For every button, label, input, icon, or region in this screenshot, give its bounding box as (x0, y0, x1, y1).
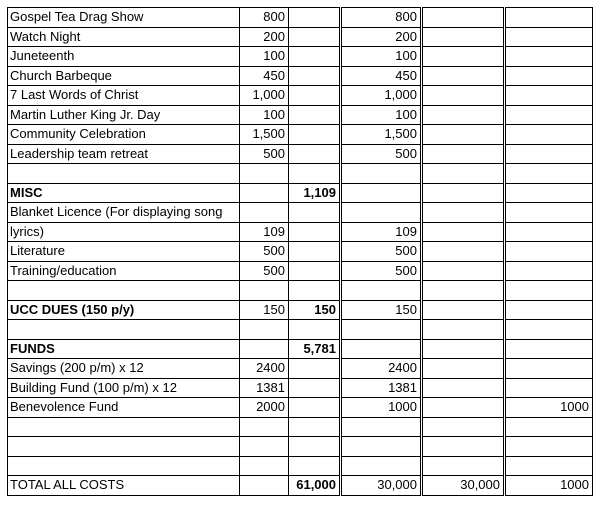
value-cell-c2[interactable]: 1,109 (289, 183, 341, 203)
value-cell-c5[interactable] (505, 261, 593, 281)
table-row (8, 183, 593, 203)
value-cell-c5[interactable] (505, 378, 593, 398)
value-cell-c4[interactable] (422, 203, 505, 223)
value-cell-c1[interactable]: 200 (240, 27, 289, 47)
table-row (8, 27, 593, 47)
value-cell-c2[interactable] (289, 281, 341, 301)
value-cell-c4[interactable] (422, 417, 505, 437)
value-cell-c4[interactable] (422, 242, 505, 262)
value-cell-c3[interactable]: 500 (341, 144, 422, 164)
row-label-cell[interactable]: UCC DUES (150 p/y) (8, 300, 240, 320)
value-cell-c5[interactable] (505, 437, 593, 457)
table-row (8, 476, 593, 496)
row-label-cell[interactable]: Blanket Licence (For displaying song (8, 203, 240, 223)
value-cell-c1[interactable]: 500 (240, 242, 289, 262)
value-cell-c3[interactable]: 2400 (341, 359, 422, 379)
blank-row (8, 164, 593, 184)
table-row (8, 339, 593, 359)
value-cell-c2[interactable] (289, 222, 341, 242)
value-cell-c2[interactable] (289, 261, 341, 281)
value-cell-c3[interactable] (341, 203, 422, 223)
table-row (8, 203, 593, 223)
value-cell-c3[interactable]: 450 (341, 66, 422, 86)
table-row (8, 8, 593, 28)
value-cell-c4[interactable] (422, 27, 505, 47)
value-cell-c3[interactable]: 1000 (341, 398, 422, 418)
table-row (8, 144, 593, 164)
value-cell-c1[interactable]: 800 (240, 8, 289, 28)
value-cell-c2[interactable] (289, 8, 341, 28)
value-cell-c2[interactable] (289, 47, 341, 67)
value-cell-c4[interactable] (422, 183, 505, 203)
value-cell-c5[interactable] (505, 8, 593, 28)
row-label-cell[interactable] (8, 281, 240, 301)
value-cell-c4[interactable] (422, 456, 505, 476)
value-cell-c1[interactable] (240, 437, 289, 457)
table-row (8, 47, 593, 67)
value-cell-c4[interactable]: 30,000 (422, 476, 505, 496)
value-cell-c2[interactable] (289, 27, 341, 47)
value-cell-c3[interactable]: 109 (341, 222, 422, 242)
value-cell-c3[interactable]: 1381 (341, 378, 422, 398)
row-label-cell[interactable]: Community Celebration (8, 125, 240, 145)
value-cell-c4[interactable] (422, 398, 505, 418)
value-cell-c5[interactable] (505, 281, 593, 301)
value-cell-c4[interactable] (422, 8, 505, 28)
value-cell-c3[interactable] (341, 183, 422, 203)
value-cell-c2[interactable] (289, 242, 341, 262)
row-label-cell[interactable]: Benevolence Fund (8, 398, 240, 418)
table-row (8, 222, 593, 242)
value-cell-c5[interactable] (505, 417, 593, 437)
value-cell-c1[interactable] (240, 183, 289, 203)
value-cell-c5[interactable] (505, 242, 593, 262)
value-cell-c3[interactable]: 800 (341, 8, 422, 28)
table-row (8, 242, 593, 262)
row-label-cell[interactable]: Watch Night (8, 27, 240, 47)
table-row (8, 261, 593, 281)
value-cell-c4[interactable] (422, 359, 505, 379)
value-cell-c5[interactable] (505, 164, 593, 184)
table-row (8, 300, 593, 320)
value-cell-c3[interactable] (341, 417, 422, 437)
row-label-cell[interactable]: Building Fund (100 p/m) x 12 (8, 378, 240, 398)
value-cell-c5[interactable] (505, 320, 593, 340)
value-cell-c2[interactable] (289, 359, 341, 379)
value-cell-c3[interactable] (341, 320, 422, 340)
row-label-cell[interactable]: Leadership team retreat (8, 144, 240, 164)
value-cell-c3[interactable] (341, 164, 422, 184)
value-cell-c5[interactable] (505, 222, 593, 242)
value-cell-c5[interactable] (505, 456, 593, 476)
row-label-cell[interactable] (8, 417, 240, 437)
row-label-cell[interactable]: TOTAL ALL COSTS (8, 476, 240, 496)
value-cell-c4[interactable] (422, 47, 505, 67)
blank-row (8, 320, 593, 340)
value-cell-c2[interactable] (289, 164, 341, 184)
blank-row (8, 437, 593, 457)
value-cell-c3[interactable] (341, 281, 422, 301)
table-row (8, 105, 593, 125)
value-cell-c2[interactable] (289, 456, 341, 476)
table-row (8, 398, 593, 418)
value-cell-c2[interactable] (289, 398, 341, 418)
value-cell-c3[interactable]: 500 (341, 261, 422, 281)
value-cell-c1[interactable] (240, 320, 289, 340)
value-cell-c1[interactable]: 500 (240, 261, 289, 281)
value-cell-c4[interactable] (422, 86, 505, 106)
row-label-cell[interactable]: FUNDS (8, 339, 240, 359)
value-cell-c2[interactable] (289, 144, 341, 164)
row-label-cell[interactable]: Gospel Tea Drag Show (8, 8, 240, 28)
table-row (8, 86, 593, 106)
value-cell-c5[interactable] (505, 27, 593, 47)
value-cell-c3[interactable]: 150 (341, 300, 422, 320)
value-cell-c2[interactable] (289, 86, 341, 106)
value-cell-c5[interactable] (505, 339, 593, 359)
value-cell-c1[interactable]: 450 (240, 66, 289, 86)
value-cell-c4[interactable] (422, 222, 505, 242)
blank-row (8, 281, 593, 301)
value-cell-c1[interactable]: 1381 (240, 378, 289, 398)
value-cell-c1[interactable]: 500 (240, 144, 289, 164)
value-cell-c1[interactable]: 100 (240, 47, 289, 67)
value-cell-c5[interactable] (505, 300, 593, 320)
value-cell-c2[interactable] (289, 437, 341, 457)
row-label-cell[interactable]: lyrics) (8, 222, 240, 242)
value-cell-c4[interactable] (422, 437, 505, 457)
value-cell-c1[interactable] (240, 203, 289, 223)
value-cell-c5[interactable] (505, 66, 593, 86)
blank-row (8, 456, 593, 476)
value-cell-c2[interactable] (289, 203, 341, 223)
value-cell-c3[interactable]: 200 (341, 27, 422, 47)
value-cell-c5[interactable]: 1000 (505, 398, 593, 418)
value-cell-c5[interactable] (505, 47, 593, 67)
value-cell-c4[interactable] (422, 378, 505, 398)
value-cell-c3[interactable] (341, 456, 422, 476)
value-cell-c5[interactable] (505, 183, 593, 203)
row-label-cell[interactable]: 7 Last Words of Christ (8, 86, 240, 106)
value-cell-c5[interactable] (505, 86, 593, 106)
value-cell-c4[interactable] (422, 320, 505, 340)
value-cell-c1[interactable]: 2000 (240, 398, 289, 418)
value-cell-c1[interactable] (240, 417, 289, 437)
value-cell-c1[interactable] (240, 476, 289, 496)
row-label-cell[interactable] (8, 437, 240, 457)
value-cell-c5[interactable]: 1000 (505, 476, 593, 496)
value-cell-c1[interactable]: 2400 (240, 359, 289, 379)
row-label-cell[interactable] (8, 320, 240, 340)
blank-row (8, 417, 593, 437)
value-cell-c3[interactable]: 1,500 (341, 125, 422, 145)
table-row (8, 66, 593, 86)
value-cell-c2[interactable]: 61,000 (289, 476, 341, 496)
value-cell-c1[interactable]: 1,000 (240, 86, 289, 106)
value-cell-c3[interactable]: 1,000 (341, 86, 422, 106)
value-cell-c5[interactable] (505, 359, 593, 379)
value-cell-c1[interactable] (240, 339, 289, 359)
row-label-cell[interactable]: Training/education (8, 261, 240, 281)
value-cell-c1[interactable] (240, 456, 289, 476)
row-label-cell[interactable]: Savings (200 p/m) x 12 (8, 359, 240, 379)
row-label-cell[interactable]: Juneteenth (8, 47, 240, 67)
value-cell-c4[interactable] (422, 125, 505, 145)
value-cell-c1[interactable]: 100 (240, 105, 289, 125)
value-cell-c2[interactable] (289, 125, 341, 145)
value-cell-c2[interactable]: 150 (289, 300, 341, 320)
value-cell-c1[interactable]: 150 (240, 300, 289, 320)
value-cell-c2[interactable] (289, 378, 341, 398)
row-label-cell[interactable]: Church Barbeque (8, 66, 240, 86)
value-cell-c4[interactable] (422, 164, 505, 184)
row-label-cell[interactable]: Martin Luther King Jr. Day (8, 105, 240, 125)
value-cell-c1[interactable]: 109 (240, 222, 289, 242)
value-cell-c4[interactable] (422, 105, 505, 125)
value-cell-c4[interactable] (422, 339, 505, 359)
value-cell-c2[interactable] (289, 105, 341, 125)
row-label-cell[interactable]: Literature (8, 242, 240, 262)
value-cell-c3[interactable]: 100 (341, 105, 422, 125)
value-cell-c2[interactable] (289, 320, 341, 340)
table-row (8, 378, 593, 398)
value-cell-c3[interactable]: 100 (341, 47, 422, 67)
value-cell-c1[interactable]: 1,500 (240, 125, 289, 145)
value-cell-c4[interactable] (422, 261, 505, 281)
value-cell-c1[interactable] (240, 281, 289, 301)
value-cell-c5[interactable] (505, 125, 593, 145)
value-cell-c5[interactable] (505, 144, 593, 164)
value-cell-c3[interactable]: 30,000 (341, 476, 422, 496)
budget-spreadsheet (7, 7, 593, 496)
spreadsheet-body (8, 8, 593, 496)
value-cell-c3[interactable]: 500 (341, 242, 422, 262)
row-label-cell[interactable]: MISC (8, 183, 240, 203)
value-cell-c2[interactable] (289, 66, 341, 86)
row-label-cell[interactable] (8, 164, 240, 184)
value-cell-c5[interactable] (505, 105, 593, 125)
value-cell-c3[interactable] (341, 437, 422, 457)
value-cell-c4[interactable] (422, 300, 505, 320)
value-cell-c3[interactable] (341, 339, 422, 359)
value-cell-c4[interactable] (422, 281, 505, 301)
value-cell-c1[interactable] (240, 164, 289, 184)
value-cell-c2[interactable]: 5,781 (289, 339, 341, 359)
value-cell-c2[interactable] (289, 417, 341, 437)
value-cell-c4[interactable] (422, 144, 505, 164)
table-row (8, 359, 593, 379)
value-cell-c5[interactable] (505, 203, 593, 223)
table-row (8, 125, 593, 145)
value-cell-c4[interactable] (422, 66, 505, 86)
row-label-cell[interactable] (8, 456, 240, 476)
